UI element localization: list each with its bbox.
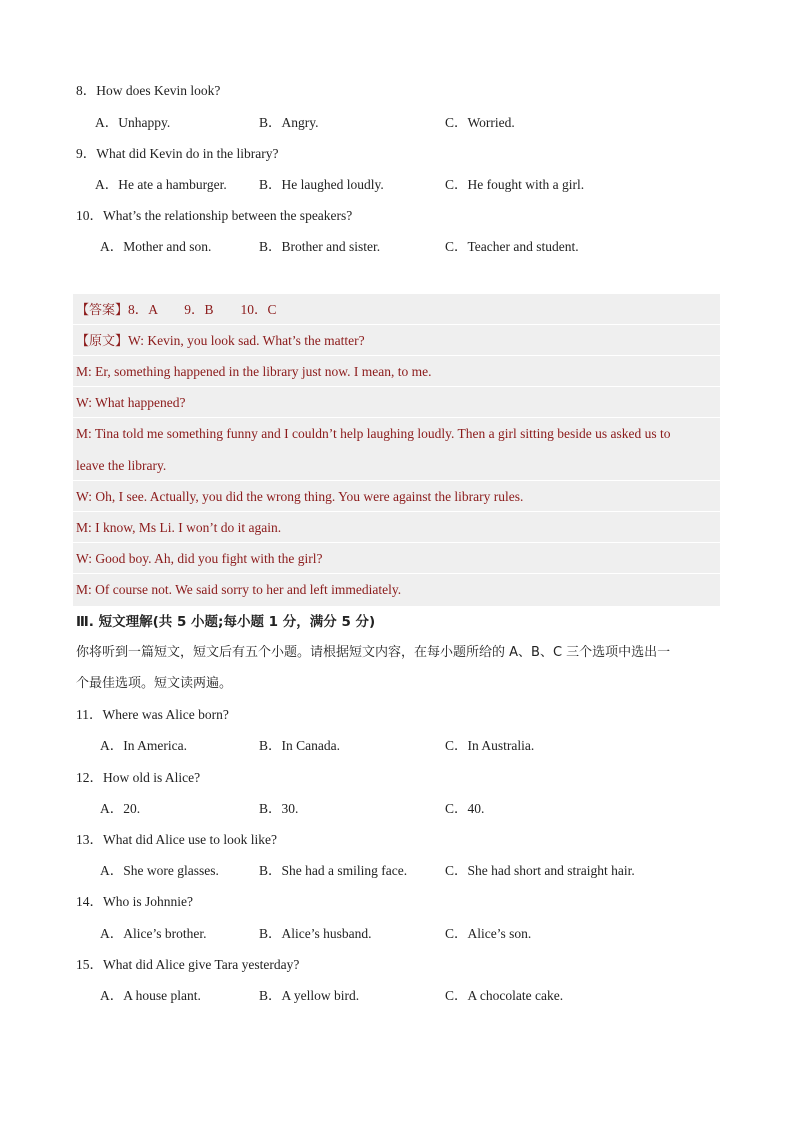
q8-option-c: C．Worried.: [445, 115, 515, 130]
transcript-row: [73, 481, 720, 512]
q10-option-a: A．Mother and son.: [100, 239, 212, 254]
transcript-line: W: Good boy. Ah, did you fight with the girl?: [76, 551, 323, 566]
question-10: 10．What’s the relationship between the speakers?: [76, 208, 353, 223]
q13-option-b: B．She had a smiling face.: [259, 863, 408, 878]
q12-option-b: B．30.: [259, 801, 299, 816]
transcript-row: [73, 387, 720, 418]
transcript-line: M: Er, something happened in the library just now. I mean, to me.: [76, 364, 432, 379]
transcript-row: [73, 512, 720, 543]
question-8: 8．How does Kevin look?: [76, 83, 221, 98]
question-11: 11．Where was Alice born?: [76, 707, 229, 722]
section-instruction: 个最佳选项。短文读两遍。: [76, 676, 233, 691]
q10-option-c: C．Teacher and student.: [445, 239, 579, 254]
transcript-line: M: Of course not. We said sorry to her and left immediately.: [76, 582, 402, 597]
question-14: 14．Who is Johnnie?: [76, 894, 193, 909]
section-instruction: 你将听到一篇短文，短文后有五个小题。请根据短文内容，在每小题所给的 A、B、C 三个选项中选出一: [76, 645, 671, 660]
q8-option-b: B．Angry.: [259, 115, 319, 130]
answer-text: 8．A 9．B 10．C: [128, 302, 277, 317]
q12-option-c: C．40.: [445, 801, 485, 816]
q9-option-c: C．He fought with a girl.: [445, 177, 585, 192]
q9-option-b: B．He laughed loudly.: [259, 177, 384, 192]
q11-option-c: C．In Australia.: [445, 738, 535, 753]
transcript-label: 【原文】: [76, 334, 129, 349]
q10-option-b: B．Brother and sister.: [259, 239, 381, 254]
transcript-line: M: I know, Ms Li. I won’t do it again.: [76, 520, 282, 535]
section-title: Ⅲ. 短文理解(共 5 小题;每小题 1 分，满分 5 分): [76, 614, 376, 630]
answer-transcript-block: [73, 294, 720, 606]
q12-option-a: A．20.: [100, 801, 141, 816]
q9-option-a: A．He ate a hamburger.: [95, 177, 227, 192]
q15-option-c: C．A chocolate cake.: [445, 988, 564, 1003]
transcript-line: W: Kevin, you look sad. What’s the matter?: [128, 333, 365, 348]
q8-option-a: A．Unhappy.: [95, 115, 171, 130]
transcript-row: [73, 418, 720, 481]
transcript-line: leave the library.: [76, 458, 167, 473]
transcript-row: [73, 325, 720, 356]
answer-row: [73, 294, 720, 325]
q15-option-b: B．A yellow bird.: [259, 988, 360, 1003]
q13-option-c: C．She had short and straight hair.: [445, 863, 635, 878]
transcript-line: W: What happened?: [76, 395, 186, 410]
q13-option-a: A．She wore glasses.: [100, 863, 219, 878]
q14-option-a: A．Alice’s brother.: [100, 926, 207, 941]
q14-option-c: C．Alice’s son.: [445, 926, 532, 941]
answer-label: 【答案】: [76, 303, 129, 318]
q14-option-b: B．Alice’s husband.: [259, 926, 372, 941]
transcript-row: [73, 574, 720, 606]
question-9: 9．What did Kevin do in the library?: [76, 146, 279, 161]
q11-option-a: A．In America.: [100, 738, 187, 753]
question-15: 15．What did Alice give Tara yesterday?: [76, 957, 300, 972]
q11-option-b: B．In Canada.: [259, 738, 340, 753]
transcript-line: W: Oh, I see. Actually, you did the wrong thing. You were against the library rules.: [76, 489, 524, 504]
question-12: 12．How old is Alice?: [76, 770, 201, 785]
transcript-row: [73, 356, 720, 387]
transcript-line: M: Tina told me something funny and I couldn’t help laughing loudly. Then a girl sitting beside us asked us to: [76, 426, 671, 441]
question-13: 13．What did Alice use to look like?: [76, 832, 277, 847]
transcript-row: [73, 543, 720, 574]
q15-option-a: A．A house plant.: [100, 988, 201, 1003]
